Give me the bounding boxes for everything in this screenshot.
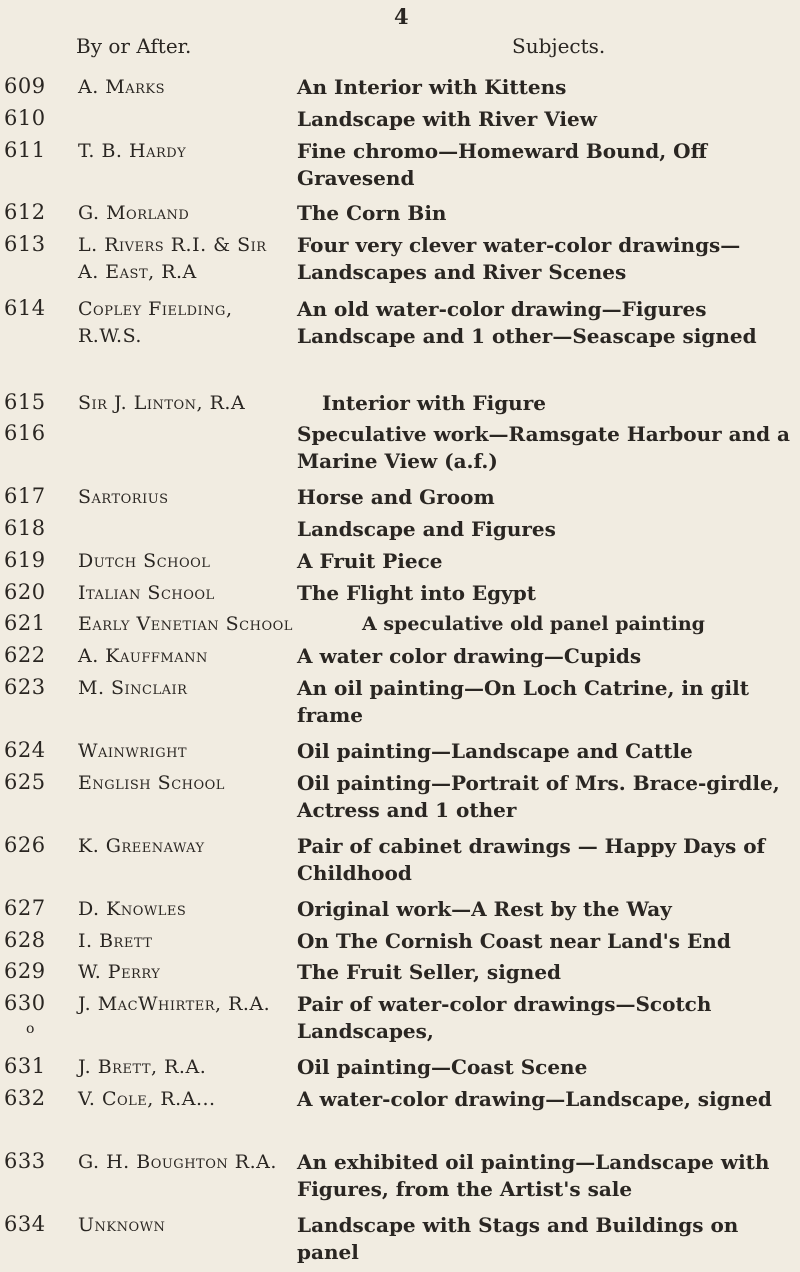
lot-artist: J. MacWhirter, R.A.	[78, 993, 271, 1015]
lot-number: 620	[4, 580, 46, 604]
lot-number: 609	[4, 74, 46, 98]
lot-artist: A. Kauffmann	[78, 645, 208, 667]
lot-artist: English School	[78, 772, 225, 794]
lot-subject: Oil painting—Coast Scene	[297, 1055, 588, 1079]
lot-number: 611	[4, 138, 46, 162]
lot-number: 615	[4, 390, 46, 414]
lot-artist: L. Rivers R.I. & Sir A. East, R.A	[78, 234, 267, 283]
lot-subject: The Flight into Egypt	[297, 581, 536, 605]
lot-artist: M. Sinclair	[78, 677, 188, 699]
lot-subject: An exhibited oil painting—Landscape with Figures, from the Artist's sale	[297, 1150, 770, 1201]
lot-subject: The Corn Bin	[297, 201, 447, 225]
lot-number: 631	[4, 1054, 46, 1078]
lot-artist: Copley Fielding, R.W.S.	[78, 298, 233, 347]
lot-subject: Landscape and Figures	[297, 517, 556, 541]
lot-artist: G. Morland	[78, 202, 190, 224]
lot-number: 626	[4, 833, 46, 857]
lot-artist: W. Perry	[78, 961, 161, 983]
lot-subject: Original work—A Rest by the Way	[297, 897, 672, 921]
lot-subject: A speculative old panel painting	[362, 613, 705, 635]
lot-artist: Sir J. Linton, R.A	[78, 392, 246, 414]
lot-number: 630	[4, 991, 46, 1015]
lot-number: 623	[4, 675, 46, 699]
lot-subject: A water-color drawing—Landscape, signed	[297, 1087, 772, 1111]
column-header-by-or-after: By or After.	[76, 34, 192, 58]
lot-subject: An Interior with Kittens	[297, 75, 567, 99]
lot-subject: Landscape with River View	[297, 107, 597, 131]
lot-subject: Horse and Groom	[297, 485, 495, 509]
lot-number: 634	[4, 1212, 46, 1236]
lot-subject: Speculative work—Ramsgate Harbour and a Marine View (a.f.)	[297, 422, 791, 473]
lot-number: 625	[4, 770, 46, 794]
lot-subject: Pair of cabinet drawings — Happy Days of Childhood	[297, 834, 766, 885]
lot-subject: An old water-color drawing—Figures Landscape and 1 other—Seascape signed	[297, 297, 757, 348]
lot-artist: Dutch School	[78, 550, 211, 572]
lot-artist: I. Brett	[78, 930, 153, 952]
lot-artist: Sartorius	[78, 486, 169, 508]
lot-number: 617	[4, 484, 46, 508]
lot-artist: Wainwright	[78, 740, 188, 762]
lot-subject: A Fruit Piece	[297, 549, 443, 573]
lot-number: 628	[4, 928, 46, 952]
lot-subject: Pair of water-color drawings—Scotch Landscapes,	[297, 992, 712, 1043]
lot-artist: K. Greenaway	[78, 835, 205, 857]
lot-artist: Italian School	[78, 582, 215, 604]
lot-number: 621	[4, 611, 46, 635]
lot-number: 614	[4, 296, 46, 320]
lot-subject: The Fruit Seller, signed	[297, 960, 562, 984]
lot-number: 613	[4, 232, 46, 256]
lot-artist: Early Venetian School	[78, 613, 293, 635]
lot-number: 610	[4, 106, 46, 130]
lot-number: 624	[4, 738, 46, 762]
lot-subject: An oil painting—On Loch Catrine, in gilt frame	[297, 676, 749, 727]
lot-artist: Unknown	[78, 1214, 166, 1236]
margin-mark: o	[26, 1021, 35, 1037]
lot-number: 622	[4, 643, 46, 667]
page-number: 4	[394, 4, 409, 29]
lot-artist: A. Marks	[78, 76, 166, 98]
lot-artist: V. Cole, R.A...	[78, 1088, 216, 1110]
lot-artist: D. Knowles	[78, 898, 187, 920]
lot-subject: Interior with Figure	[322, 391, 546, 415]
lot-number: 629	[4, 959, 46, 983]
lot-number: 627	[4, 896, 46, 920]
lot-subject: Oil painting—Landscape and Cattle	[297, 739, 693, 763]
lot-subject: A water color drawing—Cupids	[297, 644, 642, 668]
lot-number: 612	[4, 200, 46, 224]
lot-number: 616	[4, 421, 46, 445]
lot-artist: J. Brett, R.A.	[78, 1056, 207, 1078]
lot-subject: Landscape with Stags and Buildings on panel	[297, 1213, 739, 1264]
lot-subject: Oil painting—Portrait of Mrs. Brace-girdle, Actress and 1 other	[297, 771, 780, 822]
lot-subject: Four very clever water-color drawings—Landscapes and River Scenes	[297, 233, 741, 284]
lot-artist: T. B. Hardy	[78, 140, 187, 162]
column-header-subjects: Subjects.	[512, 34, 606, 58]
lot-artist: G. H. Boughton R.A.	[78, 1151, 277, 1173]
lot-number: 619	[4, 548, 46, 572]
lot-number: 618	[4, 516, 46, 540]
lot-number: 632	[4, 1086, 46, 1110]
lot-number: 633	[4, 1149, 46, 1173]
lot-subject: Fine chromo—Homeward Bound, Off Gravesend	[297, 139, 707, 190]
lot-subject: On The Cornish Coast near Land's End	[297, 929, 731, 953]
